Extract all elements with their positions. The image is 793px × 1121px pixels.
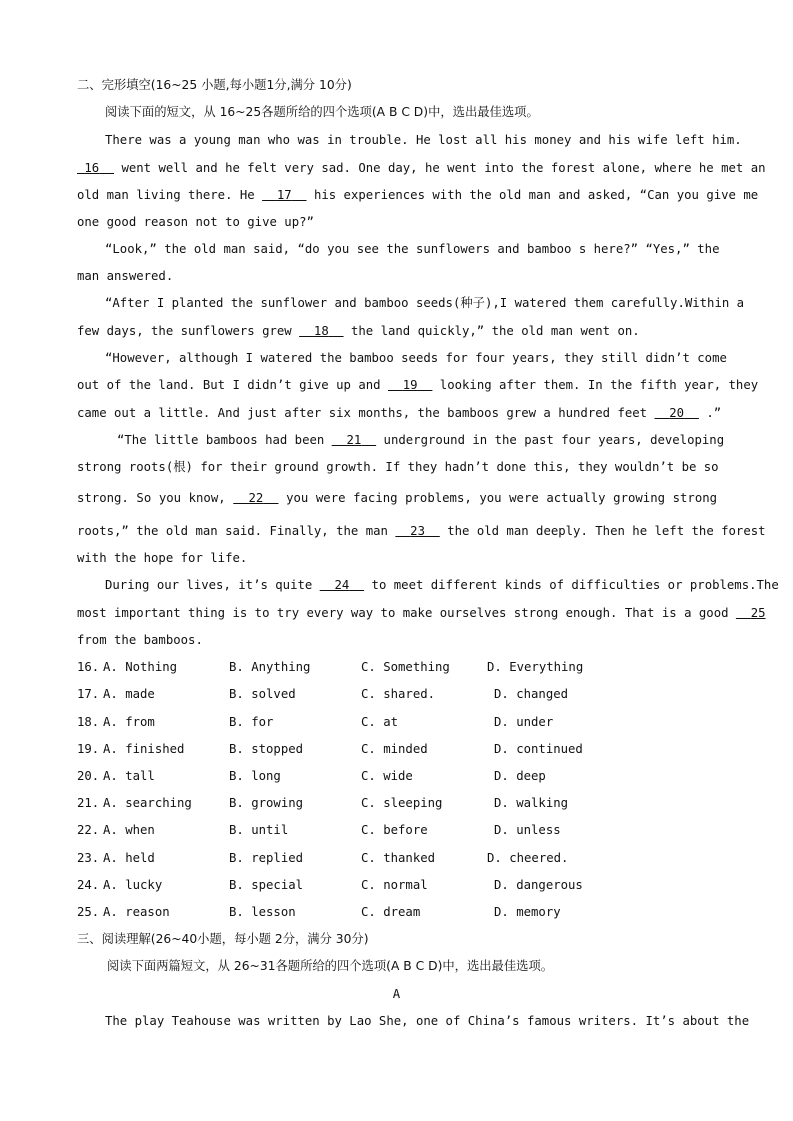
passage-line: strong. So you know, 22 you were facing problems, you were actually growing strong xyxy=(77,491,718,505)
blank-25: 25 xyxy=(750,606,766,620)
blank-20: 20 xyxy=(669,406,685,420)
passage-line: most important thing is to try every way to make ourselves strong enough. That is a good 25 xyxy=(77,606,766,620)
passage-line: out of the land. But I didn’t give up and 19 looking after them. In the fifth year, they xyxy=(77,378,759,392)
blank-16: 16 xyxy=(84,161,100,175)
blank-24: 24 xyxy=(334,578,350,592)
section3-heading: 三、阅读理解(26~40小题，每小题 2分，满分 30分) xyxy=(77,932,369,946)
passage-line: one good reason not to give up?” xyxy=(77,215,314,229)
passage-line: “However, although I watered the bamboo seeds for four years, they still didn’t come xyxy=(105,351,727,365)
section2-heading: 二、完形填空(16~25 小题,每小题1分,满分 10分) xyxy=(77,78,352,92)
passage-line: few days, the sunflowers grew 18 the land quickly,” the old man went on. xyxy=(77,324,640,338)
passage-line: came out a little. And just after six months, the bamboos grew a hundred feet 20 .” xyxy=(77,406,722,420)
passage-line: with the hope for life. xyxy=(77,551,248,565)
passage-line: 16 went well and he felt very sad. One day, he went into the forest alone, where he met an xyxy=(77,160,717,176)
passage-line: from the bamboos. xyxy=(77,633,203,647)
blank-22: 22 xyxy=(248,491,264,505)
passage-a-label: A xyxy=(392,987,401,1001)
passage-line: man answered. xyxy=(77,269,174,283)
blank-23: 23 xyxy=(410,524,425,538)
passage-line: strong roots(根) for their ground growth. If they hadn’t done this, they wouldn’t be so xyxy=(77,460,719,474)
blank-19: 19 xyxy=(402,378,418,392)
blank-17: 17 xyxy=(276,188,292,202)
section2-instruction: 阅读下面的短文，从 16~25各题所给的四个选项(A B C D)中，选出最佳选项。 xyxy=(105,105,539,119)
passage-line: During our lives, it’s quite 24 to meet different kinds of difficulties or problems.The xyxy=(105,578,779,592)
passage-line: “Look,” the old man said, “do you see the sunflowers and bamboo s here?” “Yes,” the xyxy=(105,242,720,256)
passage-a-first-line: The play Teahouse was written by Lao She, one of China’s famous writers. It’s about the xyxy=(105,1014,750,1028)
passage-line: roots,” the old man said. Finally, the man 23 the old man deeply. Then he left the forest xyxy=(77,524,766,538)
blank-21: 21 xyxy=(346,433,362,447)
passage-line: old man living there. He 17 his experiences with the old man and asked, “Can you give me xyxy=(77,188,759,202)
blank-18: 18 xyxy=(313,324,329,338)
section3-instruction: 阅读下面两篇短文，从 26~31各题所给的四个选项(A B C D)中，选出最佳选项。 xyxy=(107,959,554,973)
passage-line: There was a young man who was in trouble. He lost all his money and his wife left him. xyxy=(105,133,742,147)
passage-line: “After I planted the sunflower and bamboo seeds(种子),I watered them carefully.Within a xyxy=(105,296,745,310)
document-page: 二、完形填空(16~25 小题,每小题1分,满分 10分) 阅读下面的短文，从 16~25各题所给的四个选项(A B C D)中，选出最佳选项。 There was a young man who was in trouble. He lost all his money and his wife left him. 16 went well and he felt very sad. One day, he went into the forest alone, where he met an old man living there. He 17 his experiences with the old man and asked, “Can you give me one good reason not to give up?” “Look,” the old man said, “do you see the sunflowers and bamboo s here?” “Yes,” the man answered. “After I planted the sunflower and bamboo seeds(种子),I watered them carefully.Within a few days, the sunflowers grew 18 the land quickly,” the old man went on. “However, although I watered the bamboo seeds for four years, they still didn’t come out of the land. But I didn’t give up and 19 looking after them. In the fifth year, they came out a little. And just after six months, the bamboos grew a hundred feet 20 .” “The little bamboos had been 21 underground in the past four years, developing strong roots(根) for their ground growth. If they hadn’t done this, they wouldn’t be so strong. So you know, 22 you were facing problems, you were actually growing strong roots,” the old man said. Finally, the man 23 the old man deeply. Then he left the forest with the hope for life. During our lives, it’s quite 24 to meet different kinds of difficulties or problems.The most important thing is to try every way to make ourselves strong enough. That is a good 25 from the bamboos. 16. A. Nothing B. Anything C. Something D. Everything 17. A. made B. solved C. shared. D. changed 18. A. from B. for C. at D. under 19. A. finished B. stopped C. minded D. continued 20. A. tall B. long C. wide D. deep 21. A. searching B. growing C. sleeping D. walking 22. A. when B. until C. before D. unless 23. A. held B. replied C. thanked D. cheered. 24. A. lucky B. special C. normal D. dangerous 25. A. reason B. lesson C. dream D. memory 三、阅读理解(26~40小题，每小题 2分，满分 30分) 阅读下面两篇短文，从 26~31各题所给的四个选项(A B C D)中，选出最佳选项。 A The play Teahouse was written by Lao She, one of China’s famous writers. It’s about the xyxy=(0,0,793,1121)
passage-line: “The little bamboos had been 21 underground in the past four years, developing xyxy=(117,433,725,447)
